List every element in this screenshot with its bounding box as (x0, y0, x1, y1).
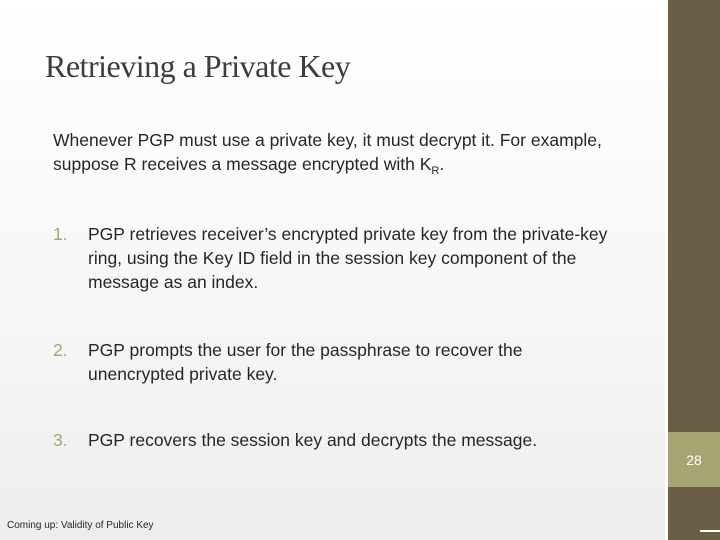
sidebar-mark (700, 530, 720, 532)
step-text: PGP retrieves receiver’s encrypted private key from the private-key ring, using the Key ID field in the session key component of the message as an index. (88, 224, 608, 292)
slide-title: Retrieving a Private Key (45, 48, 351, 84)
intro-text: Whenever PGP must use a private key, it must decrypt it. For example, suppose R receives a message encrypted with K (53, 130, 602, 174)
step-number: 3. (53, 430, 68, 450)
step-number: 1. (53, 224, 68, 244)
step-text: PGP prompts the user for the passphrase to recover the unencrypted private key. (88, 340, 523, 384)
step-3 (53, 428, 643, 452)
intro-subscript: R (431, 165, 440, 177)
step-1 (53, 222, 643, 294)
footer-note: Coming up: Validity of Public Key (7, 520, 154, 531)
step-number: 2. (53, 340, 68, 360)
page-number: 28 (668, 432, 720, 487)
step-2 (53, 338, 643, 386)
step-text: PGP recovers the session key and decrypts the message. (88, 430, 538, 450)
intro-paragraph (53, 128, 643, 183)
intro-end: . (439, 154, 445, 174)
